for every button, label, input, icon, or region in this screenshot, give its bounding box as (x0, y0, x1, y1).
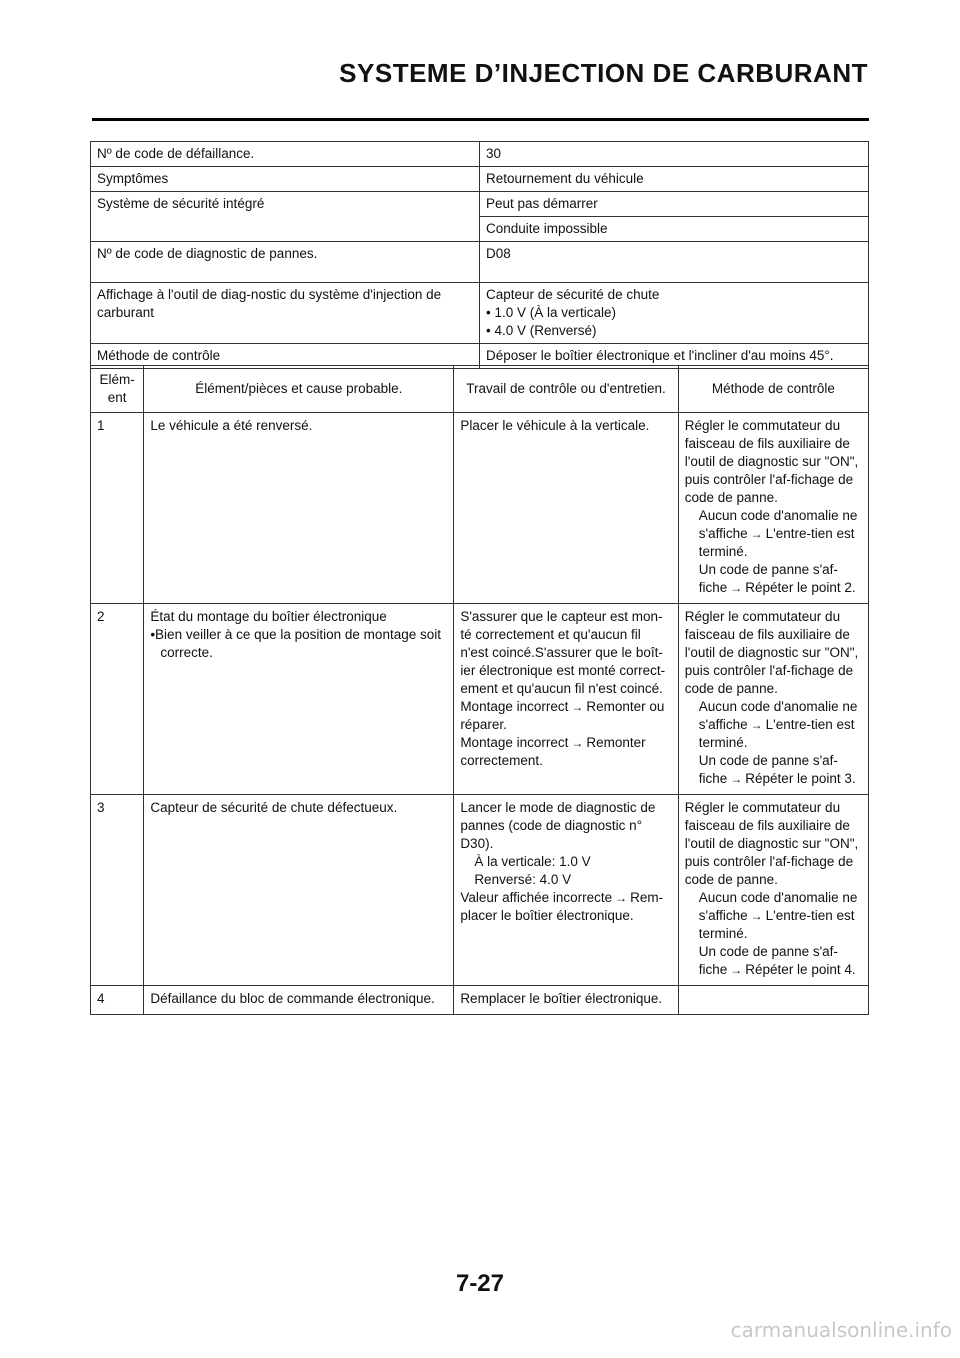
table-row (91, 192, 869, 217)
table-row (91, 413, 869, 604)
info-value: Déposer le boîtier électronique et l'incliner d'au moins 45°. (480, 344, 869, 369)
step-method (678, 413, 868, 604)
procedure-table (90, 365, 869, 1015)
arrow-right-icon: → (730, 963, 743, 977)
step-method (678, 795, 868, 986)
info-value: Peut pas démarrer (480, 192, 869, 217)
step-method (678, 986, 868, 1015)
sensor-value-item: • 4.0 V (Renversé) (486, 323, 597, 338)
info-value: Conduite impossible (480, 217, 869, 242)
step-number: 1 (91, 413, 144, 604)
step-item: Le véhicule a été renversé. (144, 413, 454, 604)
step-method (678, 604, 868, 795)
method-result-ok: Aucun code d'anomalie ne s'affiche → L'entre-tien est terminé. (698, 699, 858, 750)
method-result-ok: Aucun code d'anomalie ne s'affiche → L'entre-tien est terminé. (698, 508, 858, 559)
table-row (91, 167, 869, 192)
arrow-right-icon: → (750, 718, 763, 732)
page-title: SYSTEME D’INJECTION DE CARBURANT (339, 58, 868, 88)
arrow-right-icon: → (730, 772, 743, 786)
column-header: Elém-ent (91, 366, 144, 413)
info-label: Nº de code de diagnostic de pannes. (91, 242, 480, 283)
info-label: Nº de code de défaillance. (91, 142, 480, 167)
table-row (91, 142, 869, 167)
sensor-title: Capteur de sécurité de chute (486, 287, 660, 302)
step-work: S'assurer que le capteur est mon-té correctement et qu'aucun fil n'est coincé.S'assurer que le boît-ier électronique est monté correct-ement et qu'aucun fil n'est coincé. Montage incorrect → Remonter ou réparer. Montage incorrect → Remonter correctement. (454, 604, 678, 795)
table-header-row (91, 366, 869, 413)
arrow-right-icon: → (571, 736, 584, 750)
method-result-ng: Un code de panne s'af-fiche → Répéter le point 4. (698, 944, 856, 977)
arrow-right-icon: → (750, 527, 763, 541)
method-result-ok: Aucun code d'anomalie ne s'affiche → L'entre-tien est terminé. (698, 890, 858, 941)
info-label: Système de sécurité intégré (91, 192, 480, 242)
info-label: Affichage à l'outil de diag-nostic du système d'injection de carburant (91, 283, 480, 344)
arrow-right-icon: → (730, 581, 743, 595)
info-label: Symptômes (91, 167, 480, 192)
step-item: Défaillance du bloc de commande électronique. (144, 986, 454, 1015)
table-row (91, 795, 869, 986)
column-header: Élément/pièces et cause probable. (144, 366, 454, 413)
column-header: Méthode de contrôle (678, 366, 868, 413)
step-number: 4 (91, 986, 144, 1015)
info-value: 30 (480, 142, 869, 167)
method-main: Régler le commutateur du faisceau de fils auxiliaire de l'outil de diagnostic sur "ON", puis contrôler l'af-fichage de code de panne. (684, 800, 859, 887)
page-number: 7-27 (455, 1270, 505, 1297)
method-result-ng: Un code de panne s'af-fiche → Répéter le point 3. (698, 753, 856, 786)
step-number: 2 (91, 604, 144, 795)
arrow-right-icon: → (750, 909, 763, 923)
expected-value: Renversé: 4.0 V (474, 872, 572, 887)
arrow-right-icon: → (615, 891, 628, 905)
method-main: Régler le commutateur du faisceau de fils auxiliaire de l'outil de diagnostic sur "ON", puis contrôler l'af-fichage de code de panne. (684, 418, 859, 505)
arrow-right-icon: → (571, 700, 584, 714)
step-item: État du montage du boîtier électronique •Bien veiller à ce que la position de montage soit correcte. (144, 604, 454, 795)
step-item: Capteur de sécurité de chute défectueux. (144, 795, 454, 986)
watermark: carmanualsonline.info (730, 1318, 952, 1342)
work-result: Montage incorrect → Remonter ou réparer. (460, 699, 665, 732)
fault-info-table (90, 141, 869, 369)
step-work: Remplacer le boîtier électronique. (454, 986, 678, 1015)
method-main: Régler le commutateur du faisceau de fils auxiliaire de l'outil de diagnostic sur "ON", puis contrôler l'af-fichage de code de panne. (684, 609, 859, 696)
info-value: D08 (480, 242, 869, 283)
method-result-ng: Un code de panne s'af-fiche → Répéter le point 2. (698, 562, 856, 595)
column-header: Travail de contrôle ou d'entretien. (454, 366, 678, 413)
sensor-value-item: • 1.0 V (À la verticale) (486, 305, 617, 320)
step-work: Lancer le mode de diagnostic de pannes (code de diagnostic n° D30). À la verticale: 1.0 V Renversé: 4.0 V Valeur affichée incorrecte → Rem-placer le boîtier électronique. (454, 795, 678, 986)
info-value: Retournement du véhicule (480, 167, 869, 192)
expected-value: À la verticale: 1.0 V (474, 854, 591, 869)
table-row (91, 283, 869, 344)
table-row (91, 242, 869, 283)
header-rule (92, 118, 869, 121)
step-work: Placer le véhicule à la verticale. (454, 413, 678, 604)
step-item-note: •Bien veiller à ce que la position de montage soit correcte. (150, 627, 441, 660)
step-number: 3 (91, 795, 144, 986)
table-row (91, 604, 869, 795)
work-result: Valeur affichée incorrecte → Rem-placer le boîtier électronique. (460, 890, 664, 923)
table-row (91, 986, 869, 1015)
info-value (480, 283, 869, 344)
info-label: Méthode de contrôle (91, 344, 480, 369)
work-result: Montage incorrect → Remonter correctement. (460, 735, 646, 768)
